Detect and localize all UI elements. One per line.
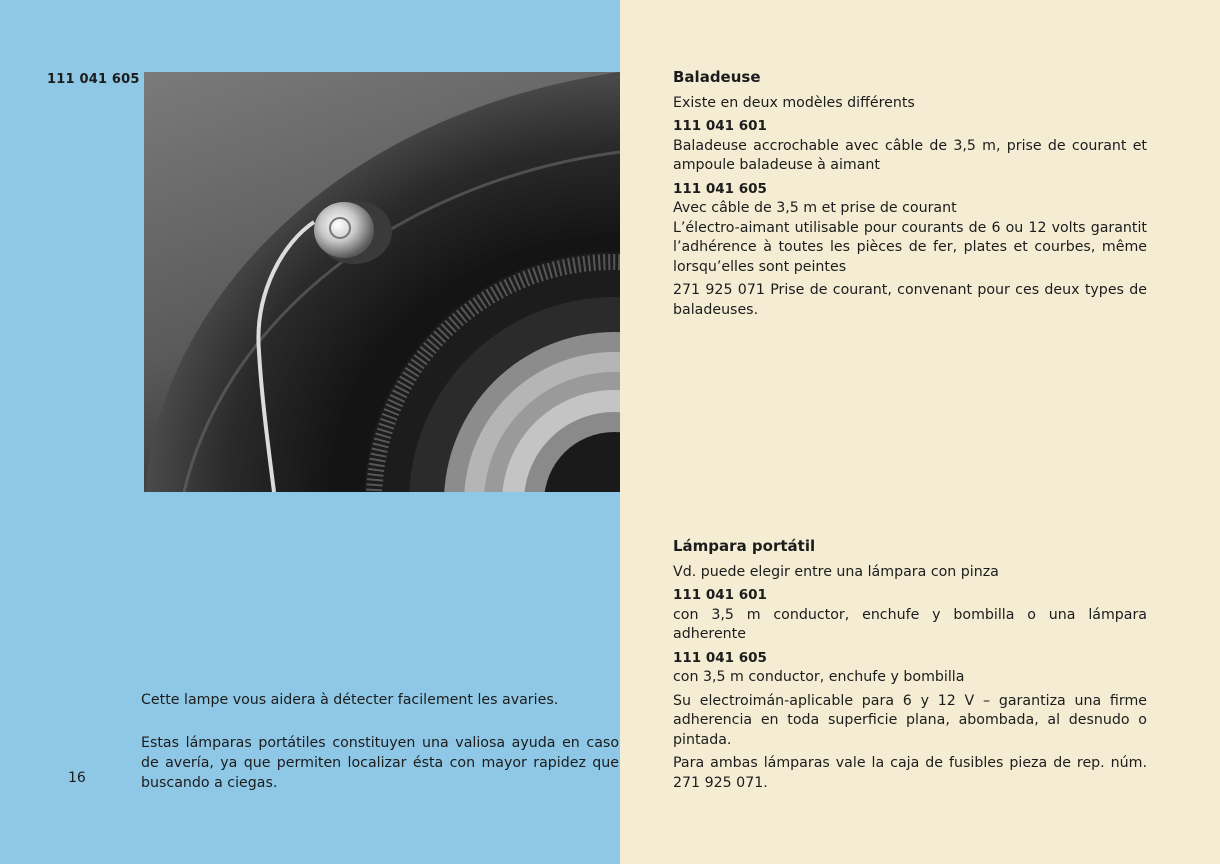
spanish-title: Lámpara portátil xyxy=(673,537,816,555)
spanish-description-2: con 3,5 m conductor, enchufe y bombilla xyxy=(673,669,965,685)
caption-spanish: Estas lámparas portátiles constituyen una valiosa ayuda en caso de avería, ya que permiten localizar ésta con mayor rapidez que buscando a ciegas. xyxy=(141,735,619,791)
spanish-fuse-note: Para ambas lámparas vale la caja de fusibles pieza de rep. núm. 271 925 071. xyxy=(673,755,1147,791)
page-number: 16 xyxy=(68,770,86,786)
spanish-description-1: con 3,5 m conductor, enchufe y bombilla o una lámpara adherente xyxy=(673,606,1147,642)
spanish-magnet-note: Su electroimán-aplicable para 6 y 12 V – garantiza una firme adherencia en toda superficie plana, abombada, al desnudo o pintada. xyxy=(673,692,1147,748)
french-intro: Existe en deux modèles différents xyxy=(673,94,915,111)
spanish-part-number-2: 111 041 605 xyxy=(673,649,767,666)
spanish-intro: Vd. puede elegir entre una lámpara con pinza xyxy=(673,563,999,580)
spanish-part-number-1: 111 041 601 xyxy=(673,587,767,603)
french-part-number-1: 111 041 601 xyxy=(673,118,767,134)
french-description-1: Baladeuse accrochable avec câble de 3,5 m, prise de courant et ampoule baladeuse à aimant xyxy=(673,137,1147,173)
photo-part-number: 111 041 605 xyxy=(47,72,140,87)
french-description-2b: L’électro-aimant utilisable pour courants de 6 ou 12 volts garantit l’adhérence à toutes les pièces de fer, plates et courbes, même lorsqu’elles sont peintes xyxy=(673,219,1147,275)
spanish-section xyxy=(673,537,1147,797)
french-section xyxy=(673,68,1147,324)
lamp-photo xyxy=(144,72,620,492)
french-outlet-note: 271 925 071 Prise de courant, convenant pour ces deux types de baladeuses. xyxy=(673,282,1147,318)
french-part-number-2: 111 041 605 xyxy=(673,180,767,197)
french-description-2a: Avec câble de 3,5 m et prise de courant xyxy=(673,200,957,216)
caption-french: Cette lampe vous aidera à détecter facilement les avaries. xyxy=(141,692,559,708)
french-title: Baladeuse xyxy=(673,68,761,86)
